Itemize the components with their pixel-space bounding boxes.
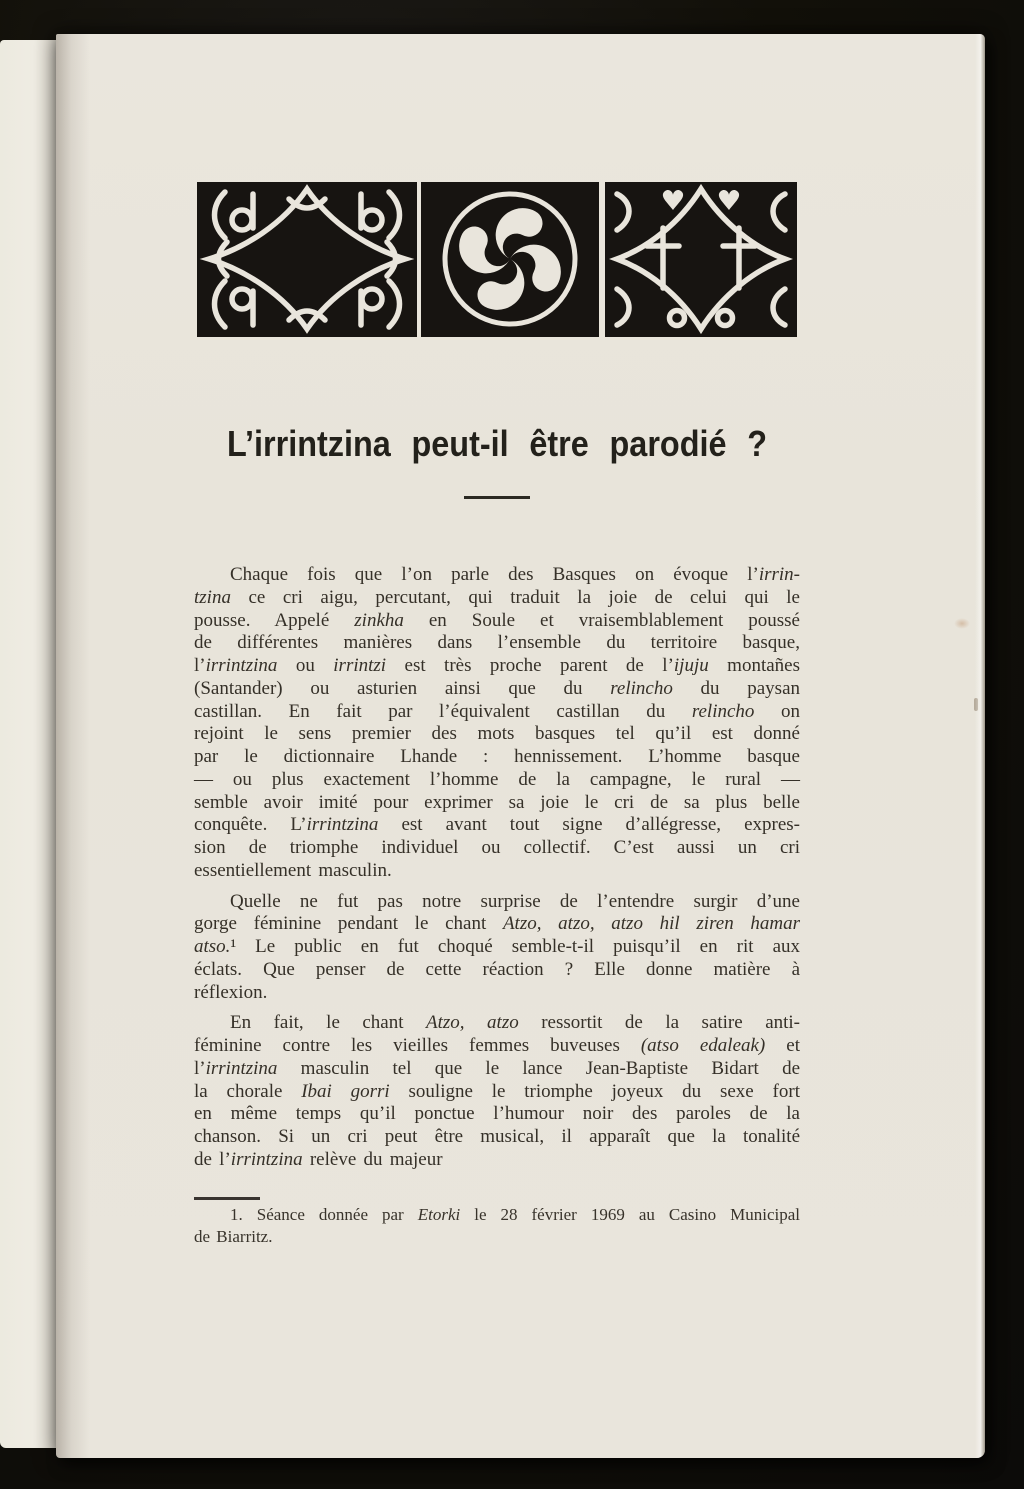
text-line: de l’irrintzina relève du majeur — [194, 1148, 443, 1170]
basque-ornament-band-icon — [197, 182, 797, 337]
lauburu-medallion — [421, 182, 599, 337]
paper-stain — [954, 618, 970, 629]
text-line: rejoint le sens premier des mots basques tel qu’il est donné — [194, 723, 800, 745]
text-line: la chorale Ibai gorri souligne le triomphe joyeux du sexe fort — [194, 1080, 800, 1102]
text-line: essentiellement masculin. — [194, 859, 392, 881]
text-line: éclats. Que penser de cette réaction ? Elle donne matière à — [194, 958, 800, 980]
body-text — [194, 564, 800, 1172]
text-line: (Santander) ou asturien ainsi que du relincho du paysan — [194, 677, 800, 699]
text-line: Quelle ne fut pas notre surprise de l’entendre surgir d’une — [230, 890, 800, 912]
paragraph — [194, 891, 800, 1005]
paper-stain — [974, 698, 978, 711]
facing-page-edge — [0, 40, 64, 1448]
lattice-panel-right — [605, 182, 797, 337]
text-line: par le dictionnaire Lhande : hennissement. L’homme basque — [194, 746, 800, 767]
page-content — [194, 34, 800, 1458]
book-page — [56, 34, 985, 1458]
text-line: pousse. Appelé zinkha en Soule et vraisemblablement poussé — [194, 609, 800, 631]
text-line: l’irrintzina masculin tel que le lance Jean-Baptiste Bidart de — [194, 1057, 800, 1079]
text-line: semble avoir imité pour exprimer sa joie le cri de sa plus belle — [194, 791, 800, 813]
text-line: atso.¹ Le public en fut choqué semble-t-il puisqu’il en rit aux — [194, 936, 800, 957]
text-line: de différentes manières dans l’ensemble du territoire basque, — [194, 632, 800, 654]
text-line: conquête. L’irrintzina est avant tout signe d’allégresse, expres- — [194, 814, 800, 836]
page-title: L’irrintzina peut-il être parodié ? — [226, 423, 768, 464]
text-line: l’irrintzina ou irrintzi est très proche parent de l’ijuju montañes — [194, 655, 800, 676]
paragraph — [194, 1012, 800, 1171]
footnote-text — [194, 1204, 800, 1248]
title-divider — [464, 496, 530, 499]
footnote-divider — [194, 1197, 260, 1200]
text-line: réflexion. — [194, 981, 268, 1003]
text-line: castillan. En fait par l’équivalent castillan du relincho on — [194, 700, 801, 722]
text-line: tzina ce cri aigu, percutant, qui traduit la joie de celui qui le — [194, 586, 800, 608]
text-line: sion de triomphe individuel ou collectif. C’est aussi un cri — [194, 837, 800, 858]
text-line: chanson. Si un cri peut être musical, il apparaît que la tonalité — [194, 1126, 800, 1147]
text-line: de Biarritz. — [194, 1227, 273, 1246]
text-line: — ou plus exactement l’homme de la campagne, le rural — — [194, 768, 800, 790]
lattice-panel-left — [197, 182, 417, 337]
text-line: En fait, le chant Atzo, atzo ressortit de la satire anti- — [230, 1012, 801, 1034]
text-line: 1. Séance donnée par Etorki le 28 février 1969 au Casino Municipal — [230, 1205, 800, 1224]
text-line: gorge féminine pendant le chant Atzo, atzo, atzo hil ziren hamar — [194, 913, 801, 935]
paragraph — [194, 564, 800, 883]
text-line: Chaque fois que l’on parle des Basques on évoque l’irrin- — [230, 564, 800, 585]
text-line: en même temps qu’il ponctue l’humour noir des paroles de la — [194, 1103, 800, 1125]
text-line: féminine contre les vieilles femmes buveuses (atso edaleak) et — [194, 1035, 800, 1056]
